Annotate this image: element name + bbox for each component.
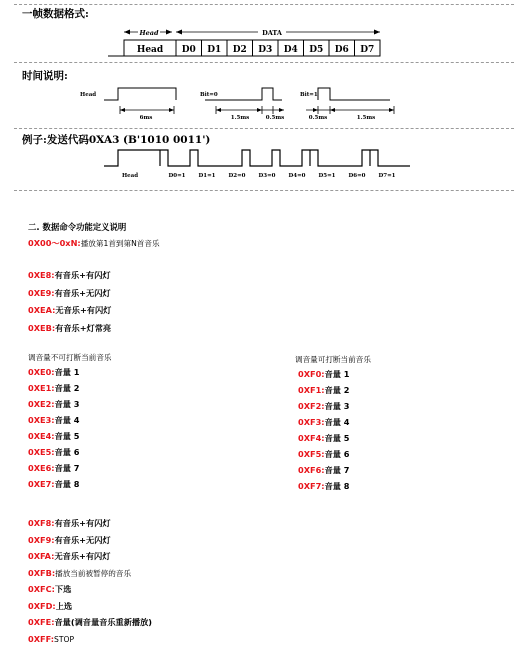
command-code: 0XFD: — [28, 600, 56, 611]
command-desc: 有音乐+无闪灯 — [54, 287, 111, 298]
command-row — [298, 449, 350, 460]
command-row — [298, 433, 350, 444]
command-row — [298, 417, 350, 428]
timing-bit1-label: Bit=1 — [300, 92, 318, 98]
command-row — [28, 431, 80, 442]
command-code: 0XE3: — [28, 415, 55, 425]
command-code: 0XEB: — [28, 322, 56, 333]
command-row — [28, 399, 80, 410]
data-arrow-label: DATA — [262, 29, 282, 37]
command-desc: 音量 3 — [324, 401, 350, 411]
command-desc: 上选 — [55, 600, 73, 611]
command-code: 0XFA: — [28, 551, 55, 561]
command-desc: 音量 1 — [54, 367, 80, 377]
timing-bit1-high: 0.5ms — [308, 115, 328, 121]
command-row — [28, 383, 80, 394]
command-desc: 音量 6 — [324, 449, 350, 459]
command-code: 0XF6: — [298, 465, 325, 475]
frame-cell-head-label: Head — [136, 45, 164, 55]
timing-head-label: Head — [80, 92, 97, 98]
command-desc: 音量 2 — [54, 383, 80, 393]
example-label-d7-1: D7=1 — [378, 173, 396, 179]
command-desc: 音量 3 — [54, 399, 80, 409]
frame-cell-d4-label: D4 — [283, 45, 298, 55]
command-desc: 有音乐+有闪灯 — [54, 518, 111, 528]
command-desc: 音量 4 — [324, 417, 350, 427]
timing-head-duration: 6ms — [139, 115, 153, 121]
command-code: 0XF9: — [28, 534, 55, 545]
volume-left-header: 调音量不可打断当前音乐 — [28, 353, 112, 362]
command-row — [28, 323, 111, 334]
command-desc: 音量 7 — [324, 465, 350, 475]
command-desc: 有音乐+有闪灯 — [54, 270, 111, 280]
timing-bit0-low: 1.5ms — [230, 115, 250, 121]
command-row — [28, 463, 80, 474]
command-code: 0XFE: — [28, 617, 55, 627]
timing-title: 时间说明: — [22, 70, 68, 82]
command-row — [298, 465, 350, 476]
example-label-d4-0: D4=0 — [288, 173, 306, 179]
command-row — [28, 305, 111, 316]
range-command — [28, 238, 160, 249]
example-label-d0-1: D0=1 — [168, 173, 186, 179]
command-desc: 音量 8 — [324, 481, 350, 491]
command-row — [28, 584, 71, 595]
timing-bit0-label: Bit=0 — [200, 92, 218, 98]
command-desc: 有音乐+灯常亮 — [55, 322, 112, 333]
command-row — [28, 415, 80, 426]
command-row — [28, 518, 111, 529]
command-desc: 音量 5 — [54, 431, 80, 441]
command-row — [28, 270, 111, 281]
command-code: 0XF3: — [298, 417, 325, 427]
command-row — [28, 447, 80, 458]
timing-bit1-low: 1.5ms — [356, 115, 376, 121]
example-label-d5-1: D5=1 — [318, 173, 336, 179]
command-row — [28, 617, 152, 628]
command-desc: 音量(调音量音乐重新播放) — [54, 617, 153, 627]
command-code: 0XE7: — [28, 479, 55, 489]
command-row — [298, 385, 350, 396]
command-row — [28, 551, 110, 562]
command-desc: 音量 4 — [54, 415, 80, 425]
command-code: 0XEA: — [28, 305, 56, 315]
range-command-desc: 播放第1首到第N首音乐 — [80, 239, 160, 248]
command-code: 0XE0: — [28, 367, 55, 377]
frame-cell-d0-label: D0 — [181, 45, 196, 55]
frame-divider — [14, 62, 514, 63]
command-desc: 播放当前被暂停的音乐 — [55, 568, 132, 578]
command-code: 0XF5: — [298, 449, 325, 459]
command-desc: 下选 — [54, 584, 72, 594]
command-code: 0XE1: — [28, 383, 55, 393]
range-command-code: 0X00～0xN: — [28, 238, 81, 248]
command-code: 0XFC: — [28, 584, 55, 594]
command-code: 0XF0: — [298, 369, 325, 379]
command-row — [28, 634, 74, 644]
command-desc: 音量 6 — [54, 447, 80, 457]
command-row — [28, 288, 111, 299]
command-code: 0XF1: — [298, 385, 325, 395]
volume-right-header: 调音量可打断当前音乐 — [295, 355, 371, 364]
frame-cell-d2-label: D2 — [232, 45, 247, 55]
command-row — [298, 481, 350, 492]
command-desc: 音量 7 — [54, 463, 80, 473]
command-row — [28, 568, 131, 579]
command-code: 0XE6: — [28, 463, 55, 473]
command-row — [28, 601, 72, 612]
command-row — [298, 401, 350, 412]
frame-cell-d1-label: D1 — [207, 45, 222, 55]
command-desc: 无音乐+有闪灯 — [54, 551, 111, 561]
head-arrow-label: Head — [139, 29, 159, 37]
frame-cell-d3-label: D3 — [258, 45, 273, 55]
command-desc: 无音乐+有闪灯 — [55, 305, 112, 315]
command-code: 0XF8: — [28, 518, 55, 528]
command-desc: 音量 2 — [324, 385, 350, 395]
command-desc: STOP — [54, 634, 75, 644]
command-code: 0XFF: — [28, 633, 55, 644]
command-code: 0XE4: — [28, 431, 55, 441]
command-desc: 音量 5 — [324, 433, 350, 443]
frame-cell-d5-label: D5 — [309, 45, 324, 55]
command-desc: 音量 1 — [324, 369, 350, 379]
frame-cell-d6-label: D6 — [334, 45, 349, 55]
command-desc: 有音乐+无闪灯 — [54, 534, 111, 545]
frame-format-diagram — [0, 0, 527, 70]
command-code: 0XE8: — [28, 270, 55, 280]
command-row — [28, 479, 80, 490]
example-title: 例子:发送代码0XA3 (B'1010 0011') — [22, 134, 211, 146]
timing-diagram — [0, 70, 527, 126]
command-desc: 音量 8 — [54, 479, 80, 489]
timing-divider — [14, 128, 514, 129]
command-code: 0XE5: — [28, 447, 55, 457]
frame-format-title: 一帧数据格式: — [22, 8, 89, 20]
command-row — [28, 367, 80, 378]
frame-cell-d7-label: D7 — [360, 45, 375, 55]
command-row — [298, 369, 350, 380]
command-code: 0XF4: — [298, 433, 325, 443]
command-code: 0XE2: — [28, 399, 55, 409]
command-code: 0XFB: — [28, 567, 56, 578]
example-label-d1-1: D1=1 — [198, 173, 216, 179]
timing-bit0-high: 0.5ms — [265, 115, 285, 121]
command-code: 0XE9: — [28, 287, 55, 298]
example-diagram — [0, 140, 527, 196]
command-code: 0XF7: — [298, 481, 325, 491]
example-label-d6-0: D6=0 — [348, 173, 366, 179]
example-divider — [14, 190, 514, 191]
example-label-d2-0: D2=0 — [228, 173, 246, 179]
command-row — [28, 535, 111, 546]
commands-title: 二. 数据命令功能定义说明 — [28, 222, 127, 232]
example-label-d3-0: D3=0 — [258, 173, 276, 179]
command-code: 0XF2: — [298, 401, 325, 411]
example-label-head: Head — [121, 173, 139, 179]
